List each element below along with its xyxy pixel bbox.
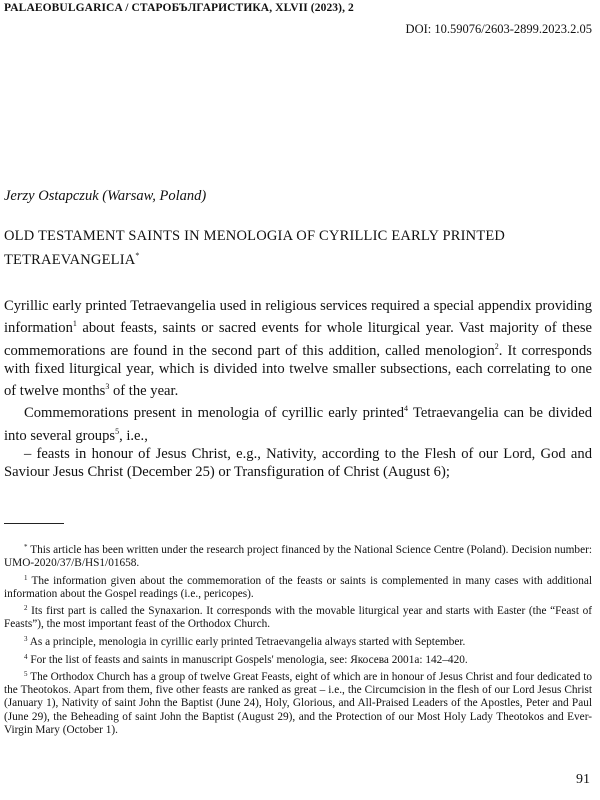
footnote <box>4 602 592 631</box>
footnote-text: This article has been written under the research project financed by the National Science Centre (Poland). Decision number: UMO-2020/37/B/HS1/01658. <box>4 544 592 570</box>
article-title-text: OLD TESTAMENT SAINTS IN MENOLOGIA OF CYRILLIC EARLY PRINTED TETRAEVANGELIA <box>4 228 506 268</box>
text-run: about feasts, saints or sacred events for whole liturgical year. Vast majority of these commemorations are found in the second part of this addition, called menologion <box>4 320 592 359</box>
footnote-mark: 5 <box>24 670 28 679</box>
footnote-text: Its first part is called the Synaxarion. It corresponds with the movable liturgical year and starts with Easter (the “Feast of Feasts”), the most important feast of the Orthodox Church. <box>4 605 592 631</box>
text-run: Commemorations present in menologia of cyrillic early printed <box>24 405 405 422</box>
footnote-ref: 4 <box>404 404 409 414</box>
footnotes <box>4 541 592 738</box>
footnote-ref: 3 <box>105 382 110 392</box>
article-title <box>4 226 584 270</box>
footnote <box>4 541 592 570</box>
page-number: 91 <box>576 772 590 787</box>
footnote-separator <box>4 523 64 524</box>
footnote-mark: 3 <box>24 635 28 644</box>
footnote-mark: 2 <box>24 604 28 613</box>
doi-line: DOI: 10.59076/2603-2899.2023.2.05 <box>405 22 592 36</box>
footnote-text: As a principle, menologia in cyrillic early printed Tetraevangelia always started with September. <box>29 636 466 649</box>
running-head: PALAEOBULGARICA / СТАРОБЪЛГАРИСТИКА, XLVII (2023), 2 <box>4 2 354 14</box>
title-note-mark: * <box>135 251 140 260</box>
footnote-text: The information given about the commemoration of the feasts or saints is complemented in many cases with additional information about the Gospel readings (i.e., pericopes). <box>4 574 592 600</box>
footnote <box>4 633 592 649</box>
footnote-text: The Orthodox Church has a group of twelve Great Feasts, eight of which are in honour of Jesus Christ and four dedicated to the Theotokos. Apart from them, five other feasts are ranked as great – i.e., the Circumcision in the flesh of our Lord Jesus Christ (January 1), Nativity of saint John the Baptist (June 24), Holy, Glorious, and All-Praised Leaders of the Apostles, Peter and Paul (June 29), the Beheading of saint John the Baptist (August 29), and the Protection of our Most Holy Lady Theotokos and Ever-Virgin Mary (October 1). <box>4 671 593 736</box>
footnote <box>4 668 592 736</box>
body-text <box>4 297 592 482</box>
paragraph-3: – feasts in honour of Jesus Christ, e.g., Nativity, according to the Flesh of our Lord, God and Saviour Jesus Christ (December 25) or Transfiguration of Christ (August 6); <box>4 446 592 481</box>
footnote-mark: 1 <box>24 573 28 582</box>
footnote <box>4 572 592 601</box>
footnote-text: For the list of feasts and saints in manuscript Gospels' menologia, see: Якосева 2001a: 142–420. <box>30 653 468 666</box>
text-run: . It corresponds with fixed liturgical year, which is divided into twelve smaller subsections, each correlating to one of twelve months <box>4 342 592 400</box>
footnote-ref: 5 <box>115 426 120 436</box>
text-run: Cyrillic early printed Tetraevangelia used in religious services required a special appendix providing information <box>4 298 592 337</box>
footnote-mark: * <box>24 543 28 551</box>
footnote-mark: 4 <box>24 652 28 661</box>
author-line: Jerzy Ostapczuk (Warsaw, Poland) <box>4 188 207 204</box>
text-run: Tetraevangelia can be divided into several groups <box>4 405 592 444</box>
footnote-ref: 2 <box>494 341 499 351</box>
text-run: , i.e., <box>119 427 148 444</box>
text-run: of the year. <box>109 383 179 400</box>
footnote <box>4 651 592 667</box>
footnote-ref: 1 <box>72 319 77 329</box>
paragraph-1 <box>4 297 592 400</box>
paragraph-2 <box>4 400 592 445</box>
